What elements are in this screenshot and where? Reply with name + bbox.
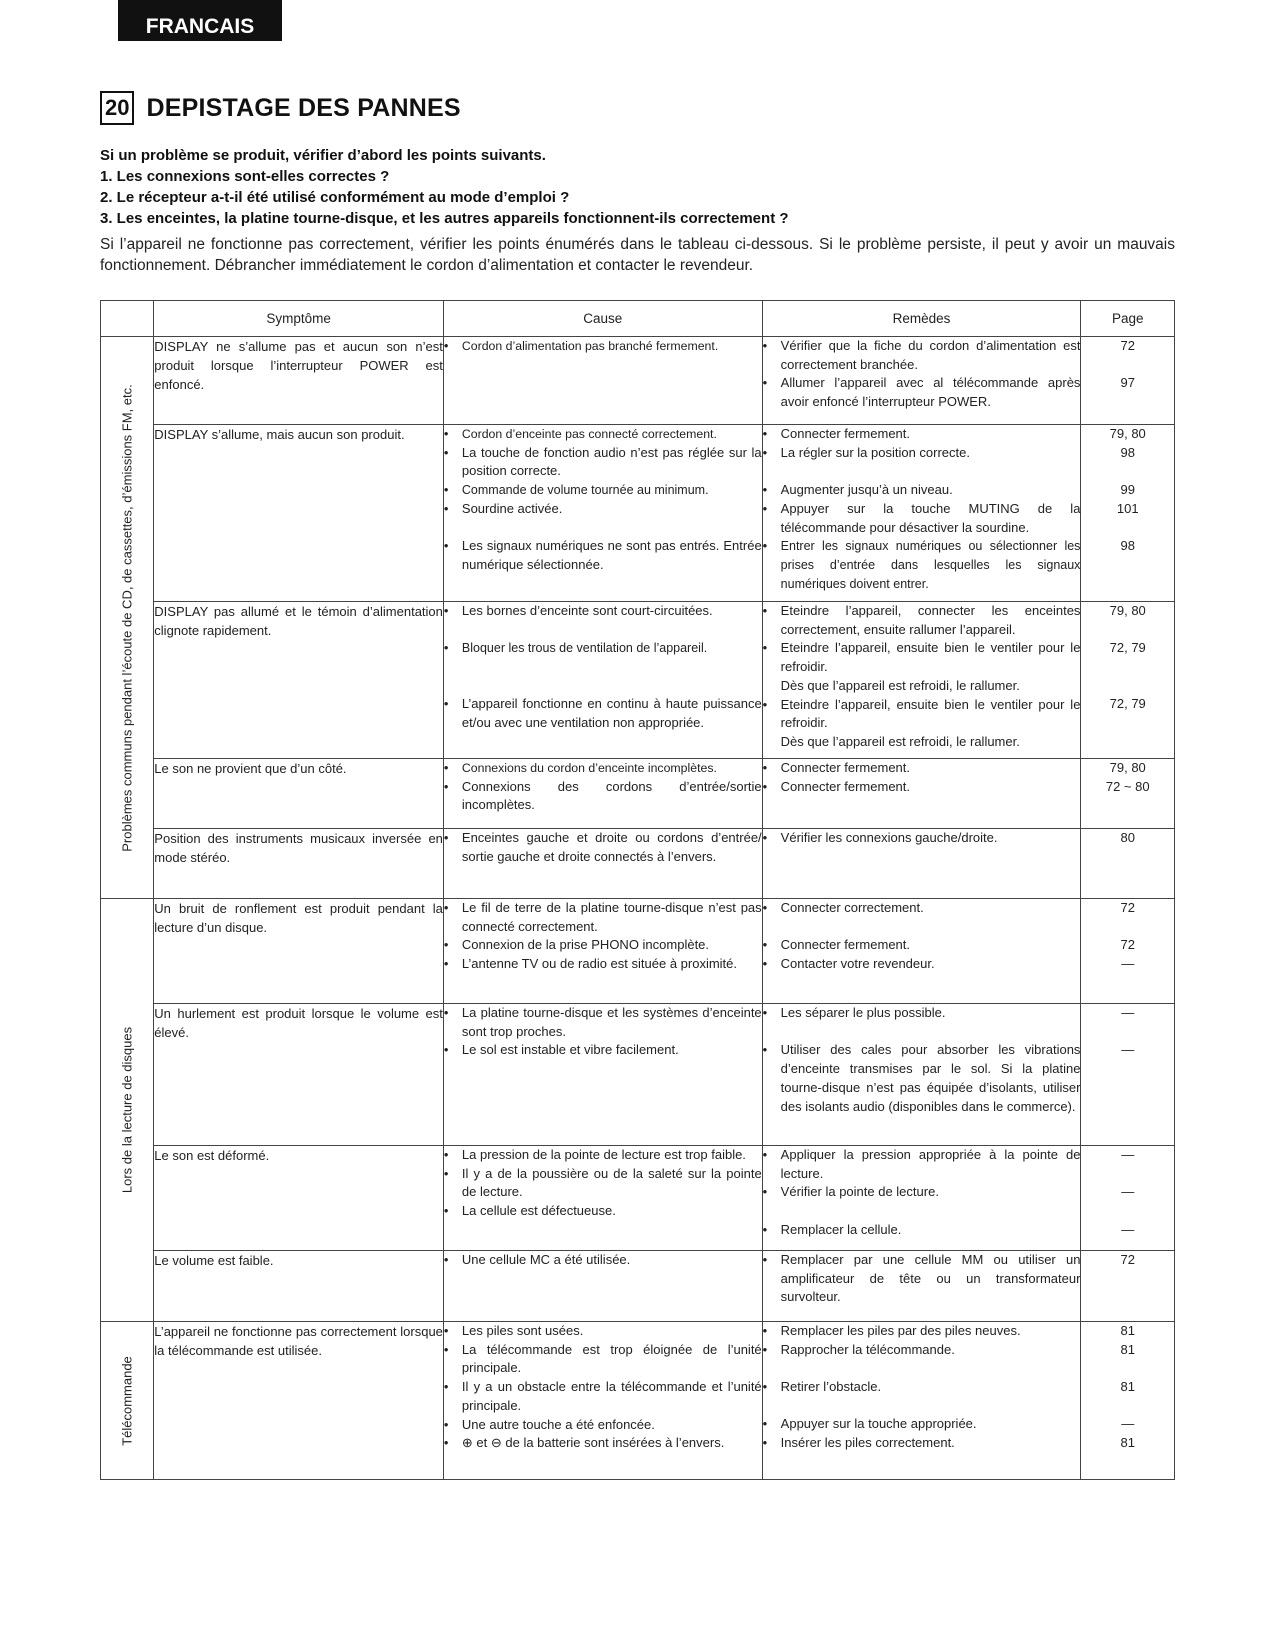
cause-item: Enceintes gauche et droite ou cordons d’entrée/ sortie gauche et droite connectés à l’envers. [461,830,762,864]
category-label: Télécommande [119,1355,135,1446]
cause-item: La platine tourne-disque et les systèmes d’enceinte sont trop proches. [461,1005,762,1039]
symptom-cell: DISPLAY s’allume, mais aucun son produit. [154,425,444,602]
page-cell [1081,759,1175,829]
cause-header: Cause [443,301,762,337]
remedy-cell: • Connecter fermement. • Connecter fermement. [762,759,1081,829]
symptom-header: Symptôme [154,301,444,337]
page-cell [1081,337,1175,425]
remedy-item: Remplacer la cellule. [780,1221,902,1237]
cause-cell: • La pression de la pointe de lecture est trop faible. • Il y a de la poussière ou de la saleté sur la pointe de lecture. • La cellule est défectueuse. [443,1146,762,1251]
page-ref: 81 [1120,1341,1135,1357]
cause-item: Connexion de la prise PHONO incomplète. [461,937,710,953]
cause-cell: • Une cellule MC a été utilisée. [443,1251,762,1322]
cause-item: Les signaux numériques ne sont pas entrés. Entrée numérique sélectionnée. [461,538,762,572]
cause-item: Les piles sont usées. [461,1323,584,1338]
remedy-item: Contacter votre revendeur. [780,956,935,972]
page-ref: 98 [1120,538,1135,554]
page-ref: — [1121,1416,1135,1432]
page-ref: 72 [1120,1252,1135,1267]
table-row [101,759,1175,829]
cause-item: Cordon d’enceinte pas connecté correctement. [461,427,717,441]
cause-item: ⊕ et ⊖ de la batterie sont insérées à l’envers. [461,1435,725,1451]
table-row [101,1146,1175,1251]
cause-item: Il y a de la poussière ou de la saleté sur la pointe de lecture. [461,1165,762,1200]
page-ref: 97 [1120,375,1135,391]
page-ref: 72, 79 [1109,640,1146,656]
category-cell [101,1322,154,1480]
page-ref: 79, 80 [1109,426,1146,441]
page-ref: — [1121,1184,1135,1200]
page-ref: 81 [1120,1435,1135,1451]
table-row [101,1251,1175,1322]
remedy-item: La régler sur la position correcte. [780,444,970,460]
page-ref: — [1121,956,1135,972]
remedy-cell: • Eteindre l’appareil, connecter les enceintes correctement, ensuite rallumer l’appareil. • Eteindre l’appareil, ensuite bien le ventiler pour le refroidir. Dès que l’appareil est refroidi, le rallumer. • Eteindre l’appareil, ensuite bien le ventiler pour le refroidir. Dès que l’appareil est refroidi, le rallumer. [762,602,1081,759]
remedy-item: Insérer les piles correctement. [780,1435,955,1451]
page-cell [1081,425,1175,602]
page-ref: 72 ~ 80 [1105,778,1150,794]
check-line: 3. Les enceintes, la platine tourne-disque, et les autres appareils fonctionnent-ils correctement ? [100,210,789,227]
page-ref: 81 [1120,1323,1135,1338]
page-ref: 80 [1120,830,1135,845]
page-ref: 79, 80 [1109,760,1146,775]
remedy-item: Allumer l’appareil avec al télécommande après avoir enfoncé l’interrupteur POWER. [780,375,1081,410]
category-cell [101,337,154,899]
remedy-item: Connecter correctement. [780,900,924,915]
section-number: 20 [100,91,134,125]
preliminary-checks [100,145,1175,229]
symptom-cell: Un hurlement est produit lorsque le volume est élevé. [154,1004,444,1146]
page-ref: 101 [1116,500,1139,516]
section-title: DEPISTAGE DES PANNES [146,93,461,122]
cause-item: Le fil de terre de la platine tourne-disque n’est pas connecté correctement. [461,900,762,934]
remedy-item: Augmenter jusqu’à un niveau. [780,482,953,498]
cause-item: Il y a un obstacle entre la télécommande et l’unité principale. [461,1379,762,1413]
category-label: Lors de la lecture de disques [119,1026,135,1194]
page-ref: 99 [1120,482,1135,498]
cause-item: Cordon d’alimentation pas branché fermement. [461,339,719,353]
table-row [101,829,1175,899]
remedy-item: Dès que l’appareil est refroidi, le rallumer. [780,733,1020,749]
check-line: 1. Les connexions sont-elles correctes ? [100,168,390,185]
page-ref: — [1121,1042,1135,1058]
table-header-row [101,301,1175,337]
remedy-cell: • Vérifier que la fiche du cordon d’alimentation est correctement branchée. • Allumer l’appareil avec al télécommande après avoir enfoncé l’interrupteur POWER. [762,337,1081,425]
table-row [101,425,1175,602]
remedy-cell: • Remplacer les piles par des piles neuves. • Rapprocher la télécommande. • Retirer l’obstacle. • Appuyer sur la touche appropriée. • Insérer les piles correctement. [762,1322,1081,1480]
cause-item: La cellule est défectueuse. [461,1203,616,1219]
symptom-cell: Le son est déformé. [154,1146,444,1251]
remedy-item: Appliquer la pression appropriée à la pointe de lecture. [780,1147,1081,1181]
remedy-item: Vérifier la pointe de lecture. [780,1184,939,1200]
remedy-item: Appuyer sur la touche appropriée. [780,1416,977,1432]
cause-item: Connexions des cordons d’entrée/sortie incomplètes. [461,778,762,813]
page-cell [1081,1251,1175,1322]
page-ref: 72 [1120,937,1135,953]
page-cell [1081,1004,1175,1146]
table-row [101,1004,1175,1146]
page-ref: 72 [1120,900,1135,915]
troubleshooting-table [100,300,1175,1480]
category-label: Problèmes communs pendant l’écoute de CD, de cassettes, d’émissions FM, etc. [119,383,135,852]
check-line: 2. Le récepteur a-t-il été utilisé conformément au mode d’emploi ? [100,189,570,206]
cause-item: L’antenne TV ou de radio est située à proximité. [461,956,738,972]
cause-cell: • La platine tourne-disque et les systèmes d’enceinte sont trop proches. • Le sol est instable et vibre facilement. [443,1004,762,1146]
cause-item: Connexions du cordon d’enceinte incomplètes. [461,761,717,775]
cause-cell: • Les piles sont usées. • La télécommande est trop éloignée de l’unité principale. • Il y a un obstacle entre la télécommande et l’unité principale. • Une autre touche a été enfoncée. • ⊕ et ⊖ de la batterie sont insérées à l’envers. [443,1322,762,1480]
remedy-cell: • Connecter correctement. • Connecter fermement. • Contacter votre revendeur. [762,899,1081,1004]
symptom-cell: Le son ne provient que d’un côté. [154,759,444,829]
category-header [101,301,154,337]
symptom-cell: DISPLAY pas allumé et le témoin d’alimentation clignote rapidement. [154,602,444,759]
remedy-item: Connecter fermement. [780,937,911,953]
remedy-item: Retirer l’obstacle. [780,1379,882,1395]
remedy-item: Connecter fermement. [780,426,911,441]
page-ref: 79, 80 [1109,603,1146,618]
cause-item: Sourdine activée. [461,500,563,516]
remedy-header: Remèdes [762,301,1081,337]
language-label: FRANCAIS [145,15,255,38]
remedy-item: Entrer les signaux numériques ou sélectionner les prises d’entrée dans lesquelles les signaux numériques doivent entrer. [780,539,1081,591]
cause-item: La touche de fonction audio n’est pas réglée sur la position correcte. [461,444,762,479]
remedy-item: Vérifier les connexions gauche/droite. [780,830,998,845]
remedy-cell: • Appliquer la pression appropriée à la pointe de lecture. • Vérifier la pointe de lecture. • Remplacer la cellule. [762,1146,1081,1251]
remedy-item: Appuyer sur la touche MUTING de la télécommande pour désactiver la sourdine. [780,500,1081,535]
table-row [101,602,1175,759]
cause-item: Bloquer les trous de ventilation de l’appareil. [461,641,708,656]
intro-paragraph: Si l’appareil ne fonctionne pas correctement, vérifier les points énumérés dans le tableau ci-dessous. Si le problème persiste, il peut y avoir un mauvais fonctionnement. Débrancher immédiatement le cordon d’alimentation et contacter le revendeur. [100,236,1175,274]
table-row [101,899,1175,1004]
symptom-cell: DISPLAY ne s’allume pas et aucun son n’est produit lorsque l’interrupteur POWER est enfoncé. [154,337,444,425]
remedy-item: Connecter fermement. [780,760,911,775]
remedy-item: Connecter fermement. [780,778,911,794]
page-cell [1081,1146,1175,1251]
page-ref: 81 [1120,1379,1135,1395]
cause-cell: • Le fil de terre de la platine tourne-disque n’est pas connecté correctement. • Connexion de la prise PHONO incomplète. • L’antenne TV ou de radio est située à proximité. [443,899,762,1004]
cause-item: Commande de volume tournée au minimum. [461,483,709,498]
page-header: Page [1081,301,1175,337]
cause-item: Le sol est instable et vibre facilement. [461,1042,679,1058]
symptom-cell: L’appareil ne fonctionne pas correctement lorsque la télécommande est utilisée. [154,1322,444,1480]
cause-cell: • Connexions du cordon d’enceinte incomplètes. • Connexions des cordons d’entrée/sortie incomplètes. [443,759,762,829]
page-ref: — [1121,1221,1135,1237]
remedy-item: Remplacer par une cellule MM ou utiliser un amplificateur de tête ou un transformateur survolteur. [780,1252,1081,1305]
symptom-cell: Position des instruments musicaux inversée en mode stéréo. [154,829,444,899]
cause-cell: • Cordon d’enceinte pas connecté correctement. • La touche de fonction audio n’est pas réglée sur la position correcte. • Commande de volume tournée au minimum. • Sourdine activée. • Les signaux numériques ne sont pas entrés. Entrée numérique sélectionnée. [443,425,762,602]
remedy-cell: • Remplacer par une cellule MM ou utiliser un amplificateur de tête ou un transformateur survolteur. [762,1251,1081,1322]
remedy-item: Rapprocher la télécommande. [780,1341,955,1357]
remedy-cell: • Connecter fermement. • La régler sur la position correcte. • Augmenter jusqu’à un niveau. • Appuyer sur la touche MUTING de la télécommande pour désactiver la sourdine. • Entrer les signaux numériques ou sélectionner les prises d’entrée dans lesquelles les signaux numériques doivent entrer. [762,425,1081,602]
page-ref: — [1121,1147,1135,1162]
cause-cell: • Enceintes gauche et droite ou cordons d’entrée/ sortie gauche et droite connectés à l’envers. [443,829,762,899]
table-row [101,337,1175,425]
remedy-item: Eteindre l’appareil, connecter les enceintes correctement, ensuite rallumer l’appareil. [780,603,1081,637]
remedy-item: Eteindre l’appareil, ensuite bien le ventiler pour le refroidir. [780,640,1081,675]
cause-item: La pression de la pointe de lecture est trop faible. [461,1147,746,1162]
page-cell [1081,602,1175,759]
remedy-item: Dès que l’appareil est refroidi, le rallumer. [780,677,1020,693]
page-ref: — [1121,1005,1135,1020]
page-ref: 98 [1120,444,1135,460]
remedy-item: Les séparer le plus possible. [780,1005,946,1020]
remedy-cell: • Les séparer le plus possible. • Utiliser des cales pour absorber les vibrations d’enceinte transmises par le sol. Si la platine tourne-disque n’est pas équipée d’isolants, utiliser des isolants audio (disponibles dans le commerce). [762,1004,1081,1146]
page-cell [1081,899,1175,1004]
remedy-item: Remplacer les piles par des piles neuves. [780,1323,1021,1338]
category-cell [101,899,154,1322]
cause-item: Les bornes d’enceinte sont court-circuitées. [461,603,713,618]
remedy-item: Eteindre l’appareil, ensuite bien le ventiler pour le refroidir. [780,696,1081,731]
page-cell [1081,829,1175,899]
cause-item: Une autre touche a été enfoncée. [461,1416,655,1432]
page-cell [1081,1322,1175,1480]
cause-cell: • Cordon d’alimentation pas branché fermement. [443,337,762,425]
remedy-cell: • Vérifier les connexions gauche/droite. [762,829,1081,899]
check-line: Si un problème se produit, vérifier d’abord les points suivants. [100,147,546,164]
remedy-item: Utiliser des cales pour absorber les vibrations d’enceinte transmises par le sol. Si la platine tourne-disque n’est pas équipée d’isolants, utiliser des isolants audio (disponibles dans le commerce). [780,1042,1081,1114]
cause-item: La télécommande est trop éloignée de l’unité principale. [461,1341,762,1376]
cause-item: L’appareil fonctionne en continu à haute puissance et/ou avec une ventilation non appropriée. [461,696,762,731]
cause-cell: • Les bornes d’enceinte sont court-circuitées. • Bloquer les trous de ventilation de l’appareil. • L’appareil fonctionne en continu à haute puissance et/ou avec une ventilation non appropriée. [443,602,762,759]
symptom-cell: Le volume est faible. [154,1251,444,1322]
page-ref: 72 [1120,338,1135,353]
cause-item: Une cellule MC a été utilisée. [461,1252,631,1267]
page-ref: 72, 79 [1109,696,1146,712]
section-heading [100,91,461,125]
table-row [101,1322,1175,1480]
language-tab [118,0,282,41]
remedy-item: Vérifier que la fiche du cordon d’alimentation est correctement branchée. [780,338,1081,372]
symptom-cell: Un bruit de ronflement est produit pendant la lecture d’un disque. [154,899,444,1004]
